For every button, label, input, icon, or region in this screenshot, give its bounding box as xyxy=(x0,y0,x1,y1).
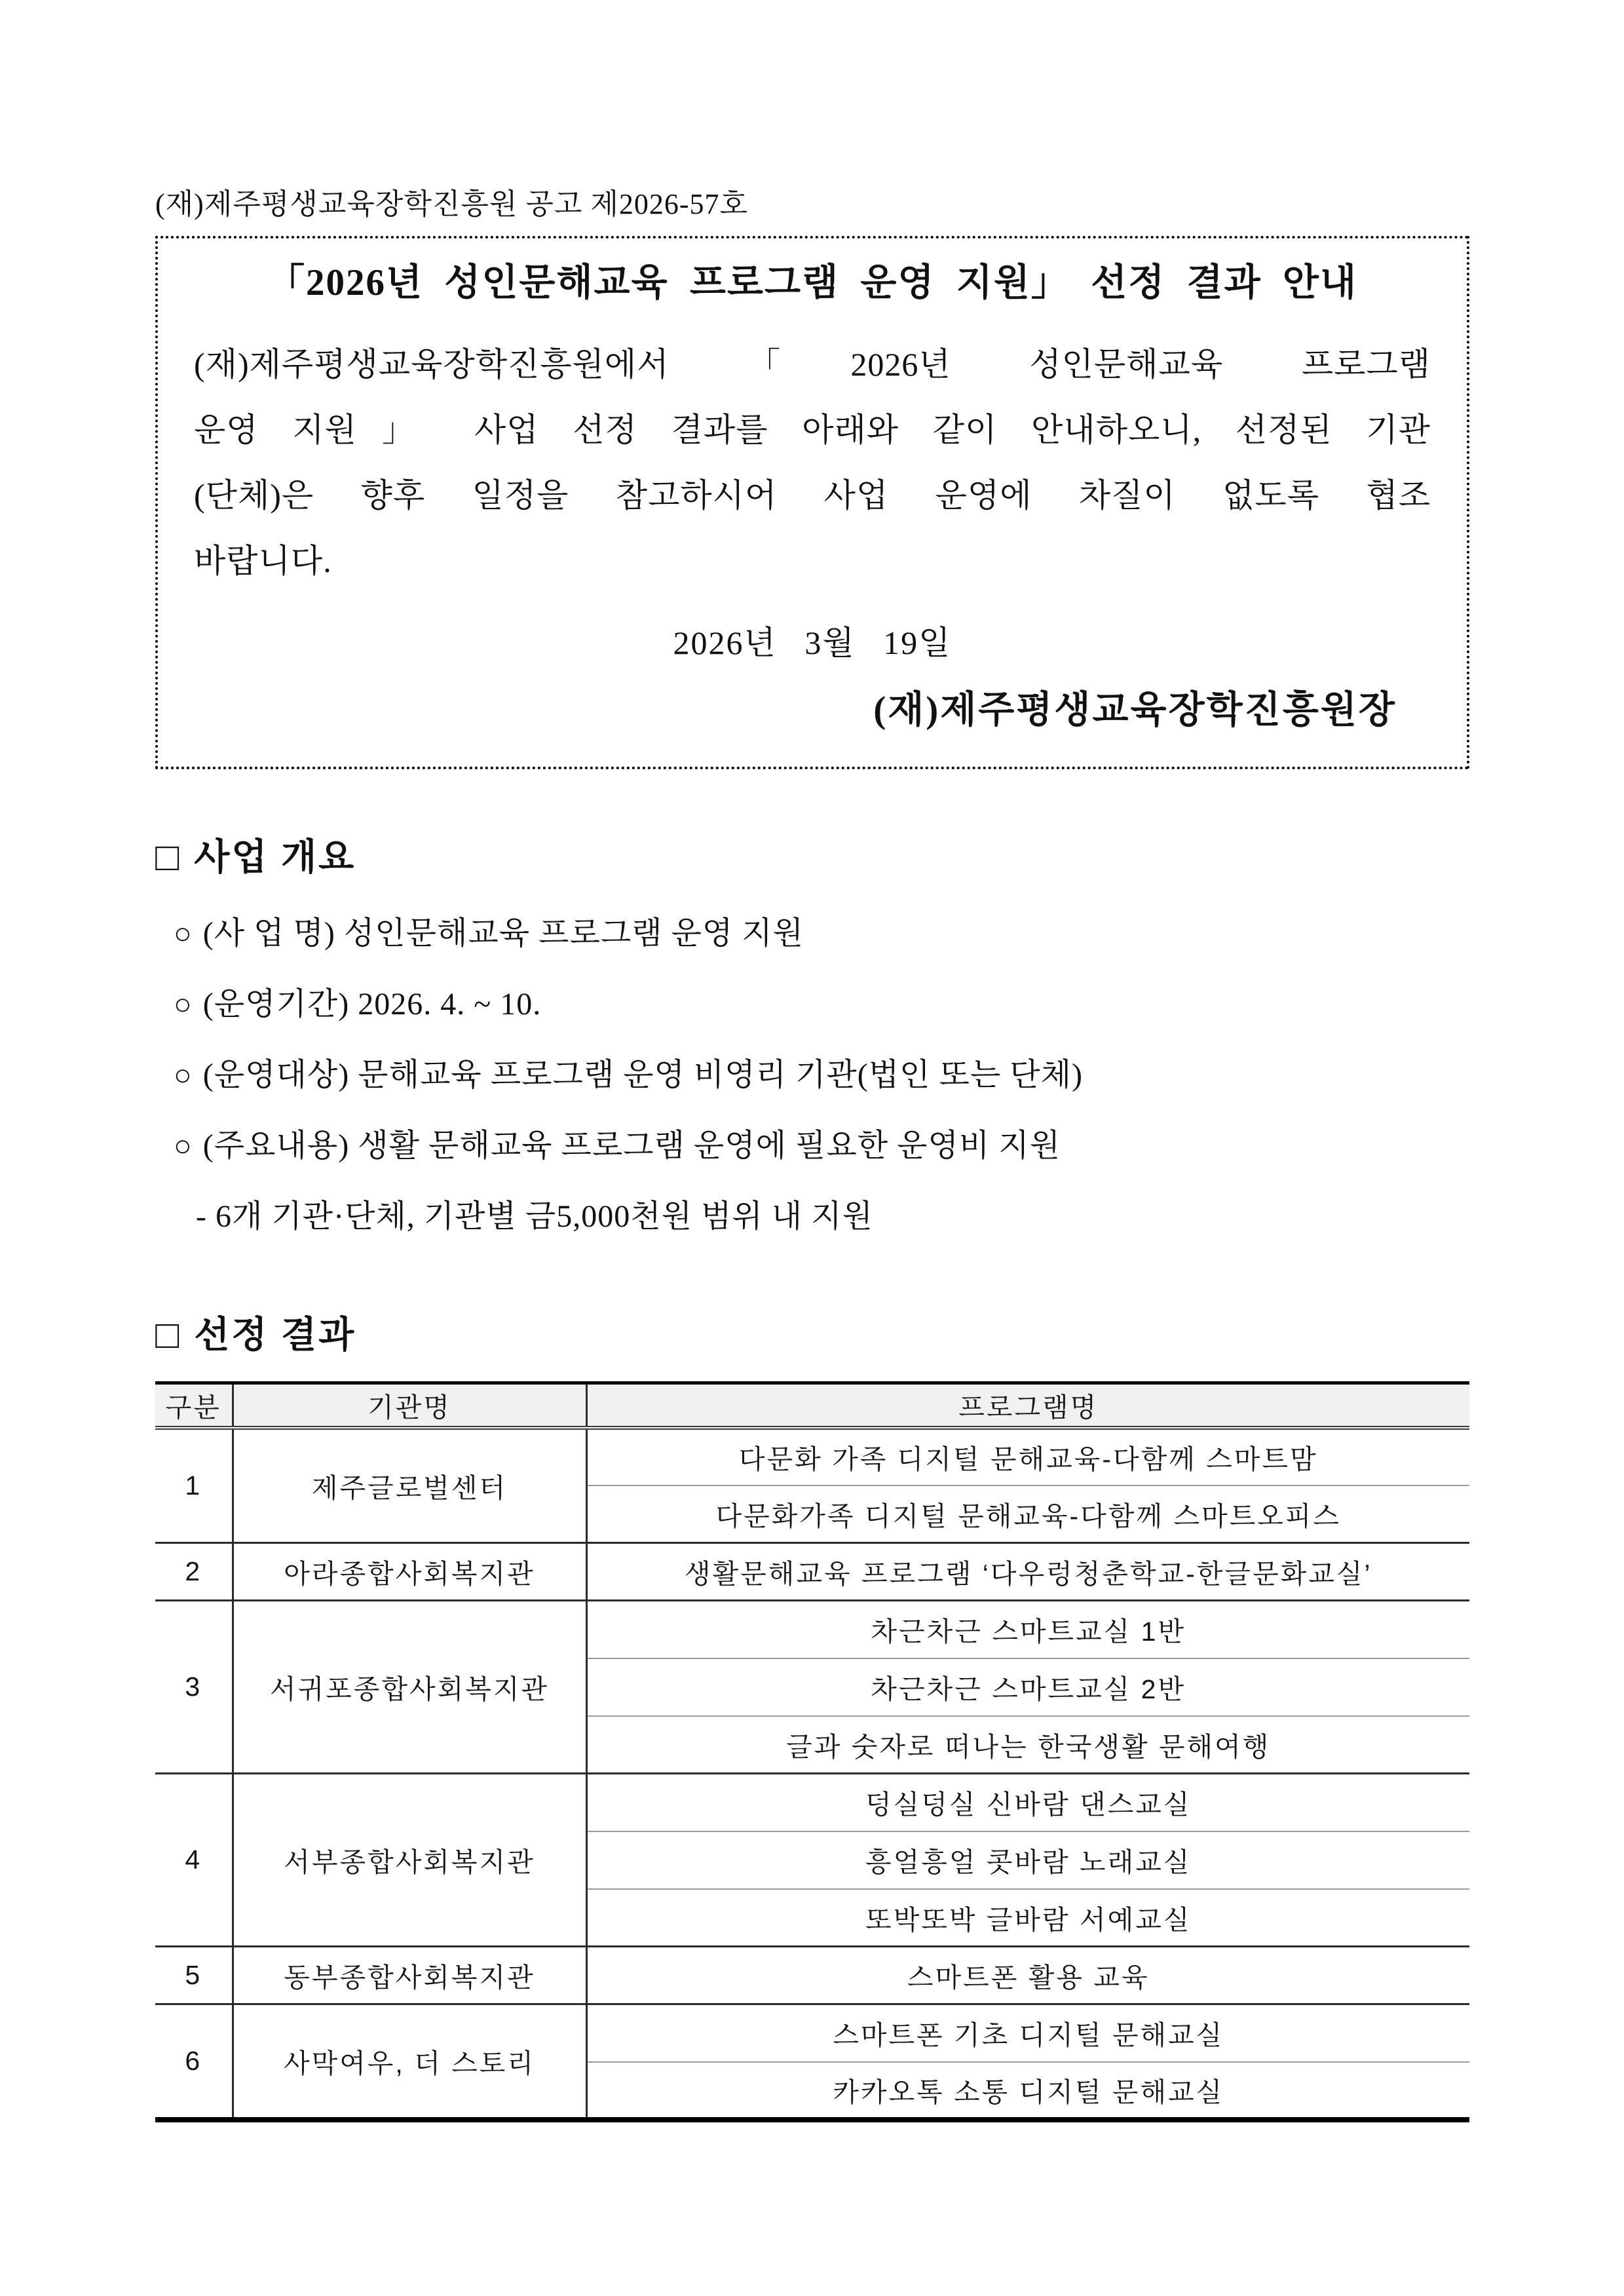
list-item xyxy=(174,1040,1469,1111)
cell-program: 차근차근 스마트교실 2반 xyxy=(586,1658,1469,1716)
cell-no: 4 xyxy=(155,1774,233,1947)
list-item-text: (운영기간) 2026. 4. ~ 10. xyxy=(202,987,542,1022)
announcement-body-line: 운영 지원」 사업 선정 결과를 아래와 같이 안내하오니, 선정된 기관 xyxy=(194,411,1431,448)
cell-institution: 서귀포종합사회복지관 xyxy=(233,1601,586,1774)
circle-bullet-icon: ○ xyxy=(174,987,193,1021)
list-item-text: (운영대상) 문해교육 프로그램 운영 비영리 기관(법인 또는 단체) xyxy=(202,1058,1083,1092)
cell-no: 3 xyxy=(155,1601,233,1774)
table-row xyxy=(155,1543,1469,1601)
list-item xyxy=(174,898,1469,969)
table-row xyxy=(155,1774,1469,1831)
overview-list xyxy=(155,898,1469,1252)
cell-no: 1 xyxy=(155,1428,233,1543)
table-row xyxy=(155,1601,1469,1658)
table-row xyxy=(155,2004,1469,2062)
cell-program: 차근차근 스마트교실 1반 xyxy=(586,1601,1469,1658)
announcement-body-line: (재)제주평생교육장학진흥원에서 「2026년 성인문해교육 프로그램 xyxy=(194,346,1431,383)
column-header-no: 구분 xyxy=(155,1383,233,1428)
cell-no: 5 xyxy=(155,1947,233,2004)
cell-program: 덩실덩실 신바람 댄스교실 xyxy=(586,1774,1469,1831)
cell-program: 스마트폰 기초 디지털 문해교실 xyxy=(586,2004,1469,2062)
cell-program: 생활문해교육 프로그램 ‘다우렁청춘학교-한글문화교실’ xyxy=(586,1543,1469,1601)
cell-institution: 사막여우, 더 스토리 xyxy=(233,2004,586,2120)
announcement-body xyxy=(194,332,1431,594)
announcement-date: 2026년 3월 19일 xyxy=(673,624,952,661)
square-bullet-icon: □ xyxy=(155,835,181,879)
circle-bullet-icon: ○ xyxy=(174,1129,193,1162)
announcement-signer: (재)제주평생교육장학진흥원장 xyxy=(873,689,1397,731)
table-header-row xyxy=(155,1383,1469,1428)
list-item-text: (사 업 명) 성인문해교육 프로그램 운영 지원 xyxy=(202,916,804,951)
announcement-body-line: 바랍니다. xyxy=(194,543,332,579)
announcement-title: 「2026년 성인문해교육 프로그램 운영 지원」 선정 결과 안내 xyxy=(267,262,1358,303)
cell-program: 글과 숫자로 떠나는 한국생활 문해여행 xyxy=(586,1716,1469,1774)
list-item xyxy=(174,1111,1469,1181)
announcement-body-line: (단체)은 향후 일정을 참고하시어 사업 운영에 차질이 없도록 협조 xyxy=(194,477,1431,514)
section-title-overview: 사업 개요 xyxy=(194,836,356,877)
cell-no: 6 xyxy=(155,2004,233,2120)
cell-institution: 동부종합사회복지관 xyxy=(233,1947,586,2004)
column-header-institution: 기관명 xyxy=(233,1383,586,1428)
table-row xyxy=(155,1947,1469,2004)
cell-program: 흥얼흥얼 콧바람 노래교실 xyxy=(586,1831,1469,1889)
announcement-box xyxy=(155,236,1469,769)
cell-institution: 아라종합사회복지관 xyxy=(233,1543,586,1601)
cell-program: 다문화 가족 디지털 문해교육-다함께 스마트맘 xyxy=(586,1428,1469,1485)
list-subitem: - 6개 기관·단체, 기관별 금5,000천원 범위 내 지원 xyxy=(196,1199,873,1234)
cell-program: 스마트폰 활용 교육 xyxy=(586,1947,1469,2004)
column-header-program: 프로그램명 xyxy=(586,1383,1469,1428)
section-header-overview xyxy=(155,835,1469,879)
section-header-results xyxy=(155,1312,1469,1356)
section-title-results: 선정 결과 xyxy=(194,1314,356,1355)
square-bullet-icon: □ xyxy=(155,1312,181,1356)
cell-institution: 제주글로벌센터 xyxy=(233,1428,586,1543)
cell-no: 2 xyxy=(155,1543,233,1601)
list-item-text: (주요내용) 생활 문해교육 프로그램 운영에 필요한 운영비 지원 xyxy=(202,1128,1061,1163)
selection-results-table xyxy=(155,1381,1469,2122)
cell-program: 카카오톡 소통 디지털 문해교실 xyxy=(586,2062,1469,2120)
cell-program: 다문화가족 디지털 문해교육-다함께 스마트오피스 xyxy=(586,1485,1469,1543)
list-item xyxy=(174,969,1469,1040)
cell-program: 또박또박 글바람 서예교실 xyxy=(586,1889,1469,1947)
table-row xyxy=(155,1428,1469,1485)
notice-number: (재)제주평생교육장학진흥원 공고 제2026-57호 xyxy=(155,188,749,220)
circle-bullet-icon: ○ xyxy=(174,917,193,950)
circle-bullet-icon: ○ xyxy=(174,1058,193,1092)
cell-institution: 서부종합사회복지관 xyxy=(233,1774,586,1947)
